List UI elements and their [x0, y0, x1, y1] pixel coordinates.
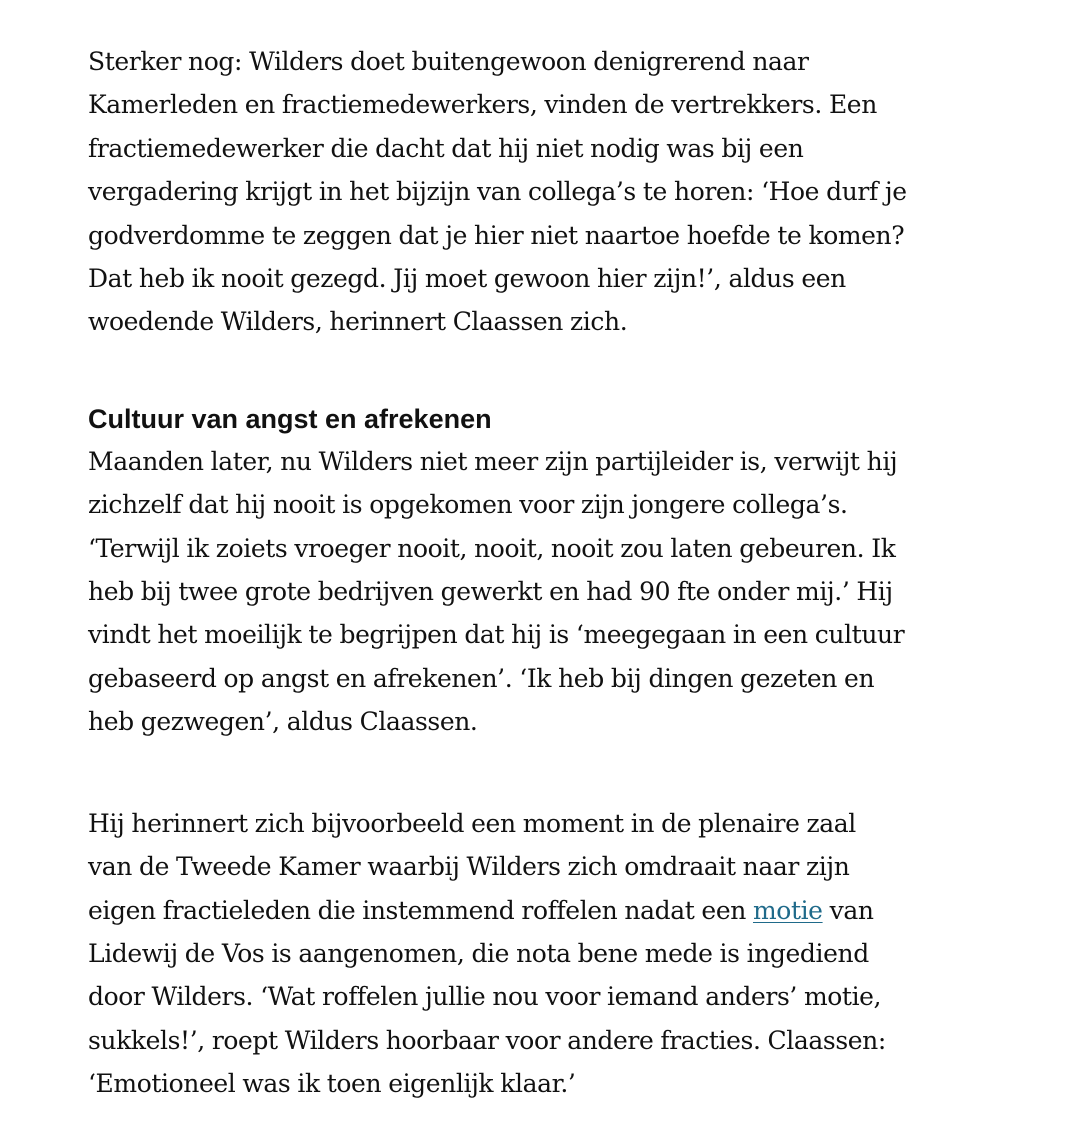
paragraph-line: door Wilders. ‘Wat roffelen jullie nou voor iemand anders’ motie, — [88, 982, 882, 1012]
paragraph-line: Maanden later, nu Wilders niet meer zijn partijleider is, verwijt hij — [88, 446, 898, 476]
paragraph-line: godverdomme te zeggen dat je hier niet naartoe hoefde te komen? — [88, 220, 905, 250]
paragraph-3 — [88, 802, 988, 1106]
motie-link[interactable]: motie — [752, 895, 823, 925]
paragraph-line: fractiemedewerker die dacht dat hij niet nodig was bij een — [88, 133, 804, 163]
paragraph-line: ‘Emotioneel was ik toen eigenlijk klaar.’ — [88, 1069, 576, 1099]
paragraph-2 — [88, 440, 988, 744]
paragraph-line: vindt het moeilijk te begrijpen dat hij is ‘meegegaan in een cultuur — [88, 620, 905, 650]
paragraph-line: woedende Wilders, herinnert Claassen zich. — [88, 307, 628, 337]
article-body — [88, 40, 988, 1106]
paragraph-line: ‘Terwijl ik zoiets vroeger nooit, nooit, nooit zou laten gebeuren. Ik — [88, 533, 896, 563]
paragraph-1 — [88, 40, 988, 344]
paragraph-line: van de Tweede Kamer waarbij Wilders zich omdraait naar zijn — [88, 852, 850, 882]
section-heading: Cultuur van angst en afrekenen — [88, 403, 492, 434]
paragraph-line: gebaseerd op angst en afrekenen’. ‘Ik heb bij dingen gezeten en — [88, 663, 875, 693]
paragraph-line: heb gezwegen’, aldus Claassen. — [88, 707, 478, 737]
paragraph-line: Kamerleden en fractiemedewerkers, vinden de vertrekkers. Een — [88, 90, 877, 120]
paragraph-line: heb bij twee grote bedrijven gewerkt en had 90 fte onder mij.’ Hij — [88, 577, 893, 607]
paragraph-line: Hij herinnert zich bijvoorbeeld een moment in de plenaire zaal — [88, 808, 856, 838]
text-before-link: eigen fractieleden die instemmend roffelen nadat een — [88, 895, 753, 925]
paragraph-line: Sterker nog: Wilders doet buitengewoon denigrerend naar — [88, 47, 809, 76]
paragraph-line: sukkels!’, roept Wilders hoorbaar voor andere fracties. Claassen: — [88, 1025, 886, 1055]
paragraph-line: Lidewij de Vos is aangenomen, die nota bene mede is ingediend — [88, 938, 869, 968]
paragraph-line-with-link — [88, 889, 988, 932]
text-after-link: van — [822, 895, 874, 925]
paragraph-line: zichzelf dat hij nooit is opgekomen voor zijn jongere collega’s. — [88, 490, 848, 520]
paragraph-line: vergadering krijgt in het bijzijn van collega’s te horen: ‘Hoe durf je — [88, 177, 907, 207]
paragraph-line: Dat heb ik nooit gezegd. Jij moet gewoon hier zijn!’, aldus een — [88, 264, 846, 294]
